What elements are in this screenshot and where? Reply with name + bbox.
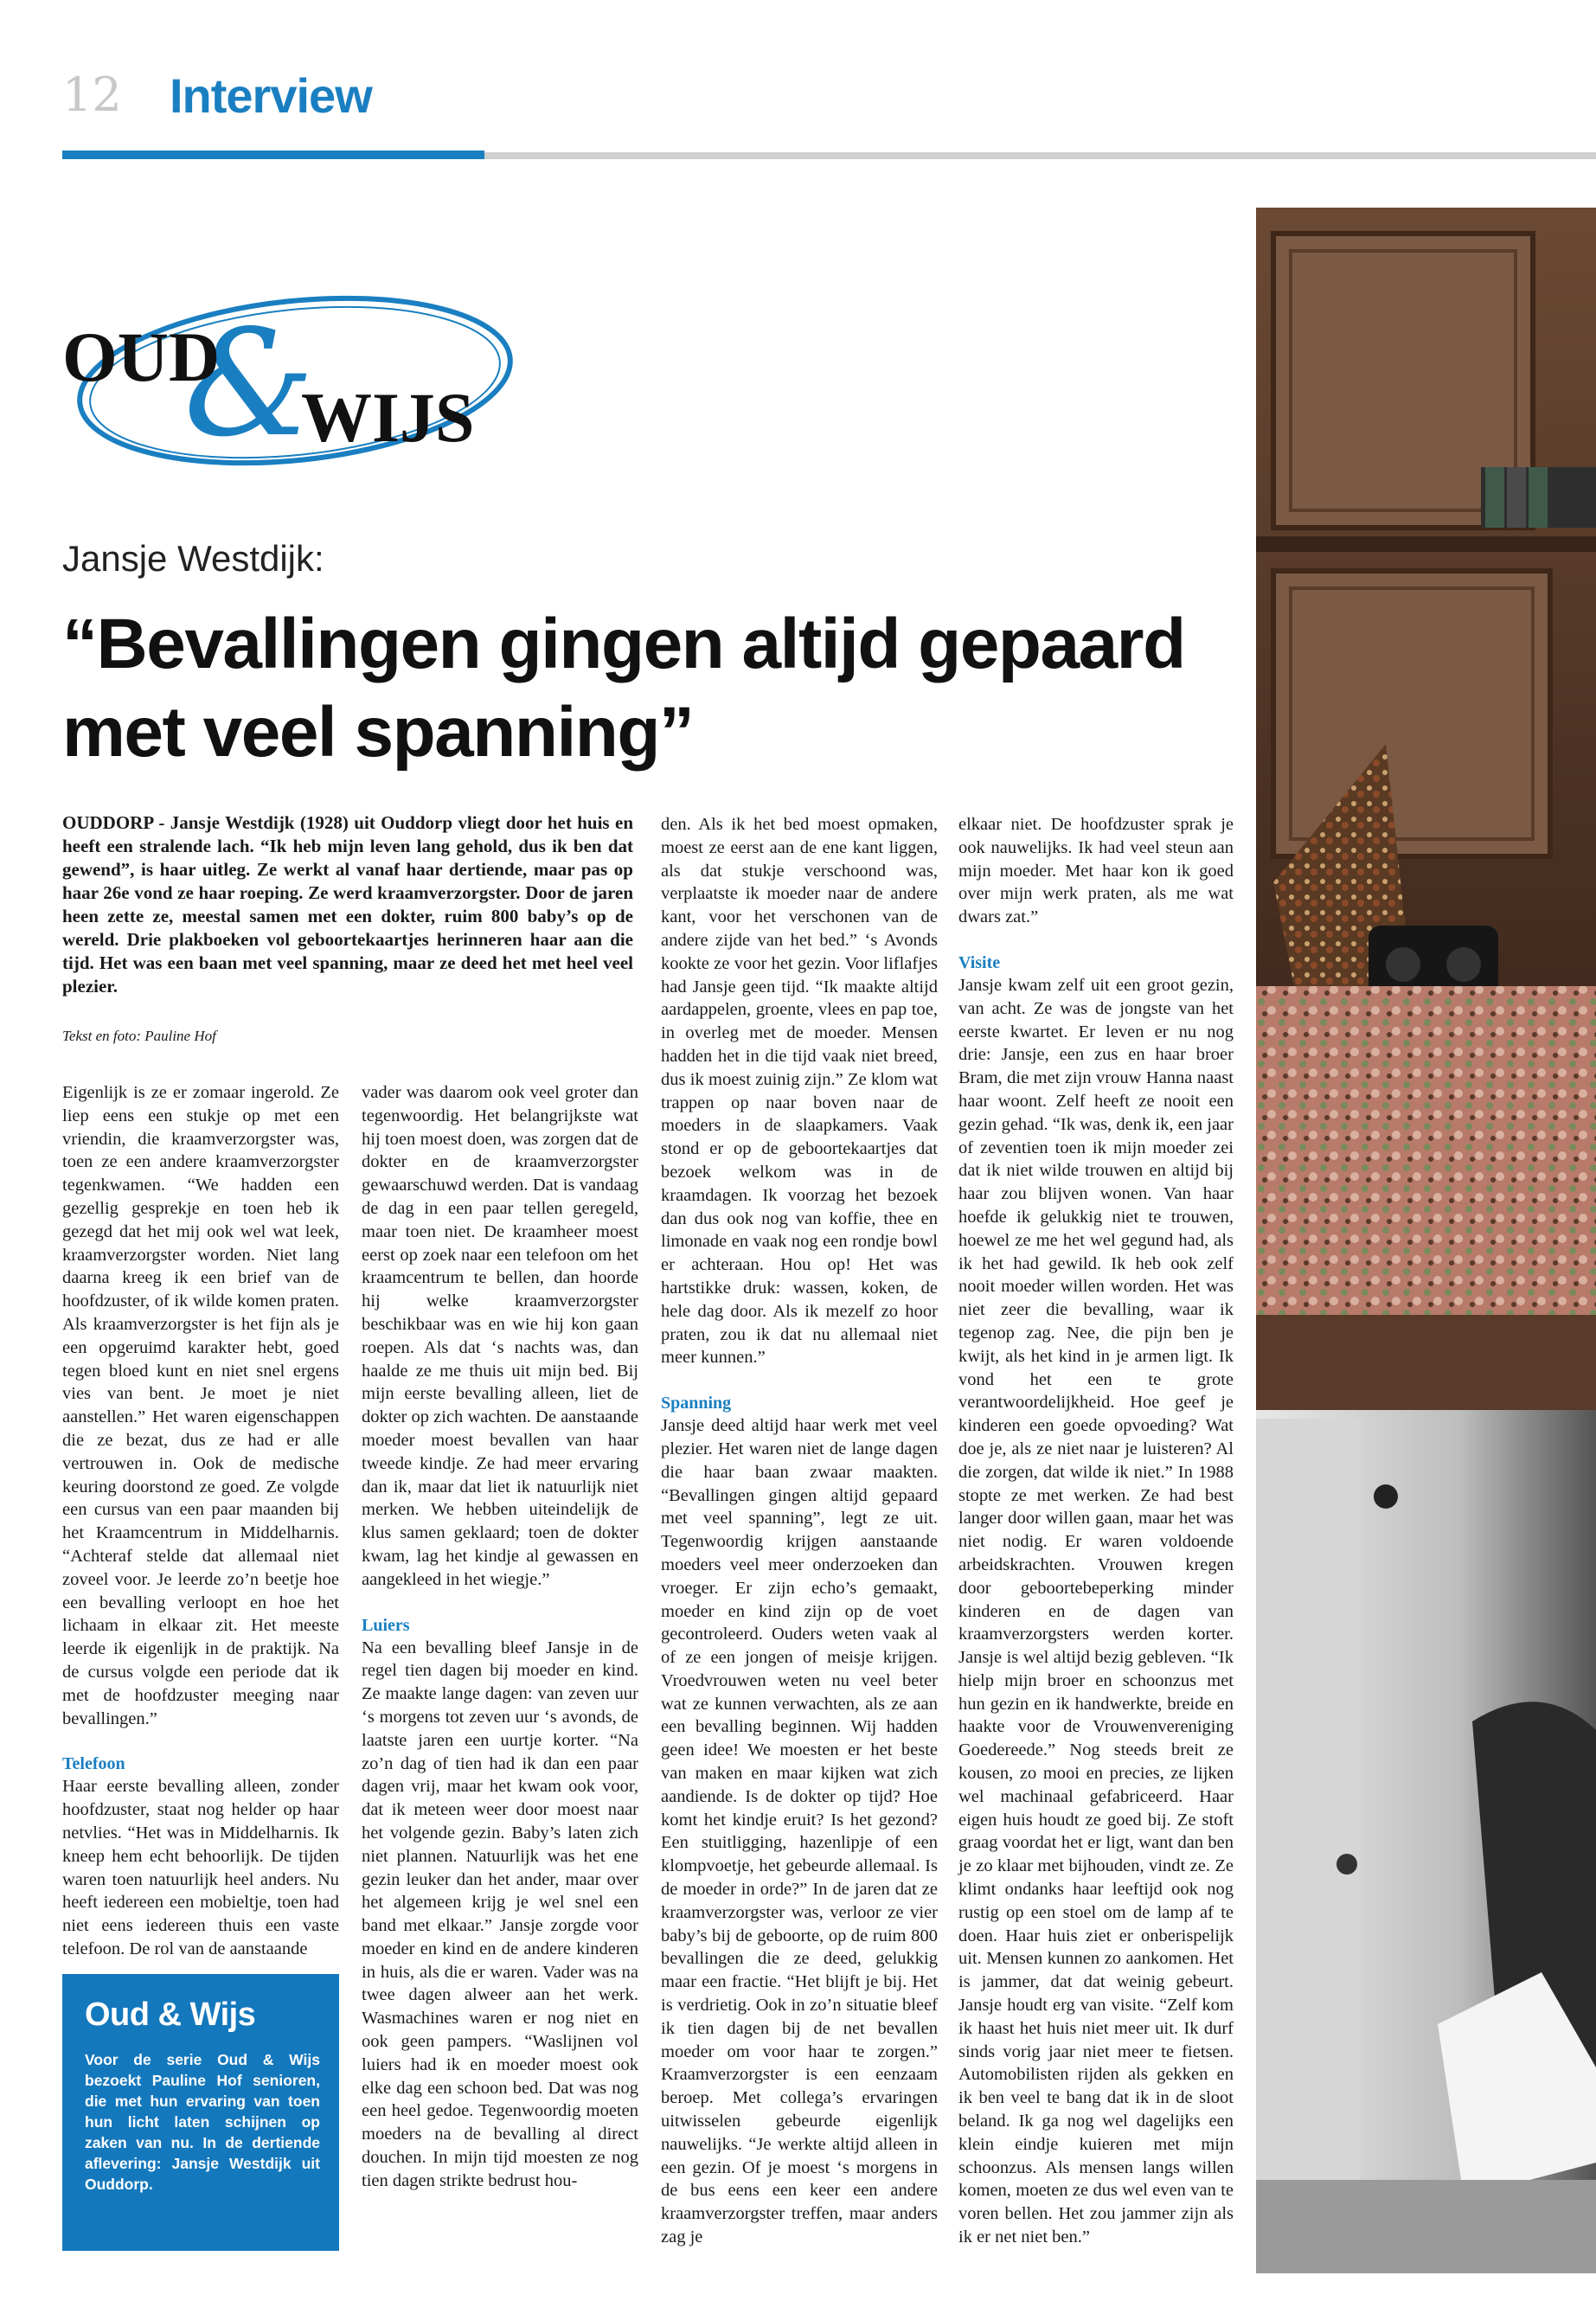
series-box-text: Voor de serie Oud & Wijs bezoekt Pauline Hof senioren, die met hun ervaring van toen hun licht laten schijnen op zaken van nu. In de dertiende aflevering: Jansje Westdijk uit Ouddorp. [85, 2051, 320, 2193]
series-info-box [62, 1974, 339, 2251]
article-credit: Tekst en foto: Pauline Hof [62, 1028, 216, 1044]
paragraph: elkaar niet. De hoofdzuster sprak je ook nauwelijks. Ik had veel steun aan mijn moeder. Met haar kon ik goed over mijn werk praten, als me wat dwars zat.” [958, 815, 1234, 927]
header-rule-accent [62, 151, 484, 159]
article-kicker: Jansje Westdijk: [62, 538, 324, 579]
article-intro: OUDDORP - Jansje Westdijk (1928) uit Ouddorp vliegt door het huis en heeft een stralende lach. “Ik heb mijn leven lang gehold, dus ik ben dat gewend”, is haar uitleg. Ze werkt al vanaf haar dertiende, maar pas op haar 26e vond ze haar roeping. Ze werd kraamverzorgster. Door de jaren heen zette ze, meestal samen met een dokter, ruim 800 baby’s op de wereld. Drie plakboeken vol geboortekaartjes herinneren haar aan die tijd. Het was een baan met veel spanning, maar ze deed het met heel veel plezier. [62, 812, 633, 997]
paragraph: Jansje deed altijd haar werk met veel plezier. Het waren niet de lange dagen die haar baan zwaar maakten. “Bevallingen gingen altijd gepaard met veel spanning”, legt ze uit. Tegenwoordig krijgen aanstaande moeders veel meer onderzoeken dan vroeger. Er zijn echo’s gemaakt, moeder en kind zijn op de voet gecontroleerd. Ouders weten vaak al of ze een jongen of meisje krijgen. Vroedvrouwen weten nu veel beter wat ze kunnen verwachten, als ze aan een bevalling beginnen. Wij hadden geen idee! We moesten er het beste van maken en maar kijken wat zich aandiende. Is de dokter op tijd? Hoe komt het kindje eruit? Is het gezond? Een stuitligging, hazenlipje of een klompvoetje, het gebeurde allemaal. Is de moeder in orde?” In de jaren dat ze kraamverzorgster was, verloor ze vier baby’s bij de geboorte, op de ruim 800 bevallingen die ze deed, gelukkig maar een fractie. “Het blijft je bij. Het is verdrietig. Ook in zo’n situatie bleef ik tien dagen bij de net bevallen moeder om voor haar te zorgen.” Kraamverzorgster is een eenzaam beroep. Met collega’s ervaringen uitwisselen gebeurde eigenlijk nauwelijks. “Je werkte altijd alleen in een gezin. Of je moest ‘s morgens in de bus eens een keer een andere kraamverzorgster treffen, maar anders zag je [661, 1416, 938, 2247]
logo-word-wijs: WIJS [301, 378, 475, 457]
subheading-spanning: Spanning [661, 1394, 732, 1413]
oud-en-wijs-logo [57, 277, 533, 476]
article-column-4 [958, 813, 1234, 2249]
article-column-3 [661, 813, 938, 2249]
header-rule [484, 152, 1596, 159]
series-box-title: Oud & Wijs [85, 1997, 256, 2033]
subheading-telefoon: Telefoon [62, 1754, 125, 1774]
paragraph: den. Als ik het bed moest opmaken, moest ze eerst aan de ene kant liggen, als dat stukje verschoond was, verplaatste ik moeder naar de andere kant, voor het verschonen van de andere zijde van het bed.” ‘s Avonds kookte ze voor het gezin. Voor liflafjes had Jansje geen tijd. “Ik maakte altijd aardappelen, groente, vlees en pap toe, in overleg met de moeder. Mensen hadden het in die tijd vaak niet breed, dus ik moest zuinig zijn.” Ze klom wat trappen op naar boven naar de moeders in de slaapkamers. Vaak stond er op de geboortekaartjes dat bezoek welkom was in de kraamdagen. Ik voorzag het bezoek dan dus ook nog van koffie, thee en limonade en vaak nog een rondje bowl er achteraan. Hou op! Het was hartstikke druk: wassen, koken, de hele dag door. Als ik mezelf zo hoor praten, zou ik dat nu allemaal niet meer kunnen.” [661, 815, 938, 1368]
photo-illustration [1256, 208, 1596, 2273]
article-column-1 [62, 1081, 339, 1961]
paragraph: Eigenlijk is ze er zomaar ingerold. Ze liep eens een stukje op met een vriendin, die kraamverzorgster was, toen ze een andere kraamverzorgster tegenkwamen. “We hadden een gezellig gesprekje en toen heb ik gezegd dat het mij ook wel wat leek, kraamverzorgster worden. Niet lang daarna kreeg ik een brief van de hoofdzuster, of ik wilde komen praten. Als kraamverzorgster is het fijn als je een opgeruimd karakter hebt, goed tegen bloed kunt en niet snel ergens vies van bent. Je moet je niet aanstellen.” Het waren eigenschappen die ze bezat, dus ze had er alle vertrouwen in. Ook de medische keuring doorstond ze goed. Ze volgde een cursus van een paar maanden bij het Kraamcentrum in Middelharnis. “Achteraf stelde dat allemaal niet zoveel voor. Je leerde zo’n beetje hoe een bevalling verloopt en hoe het lichaam in elkaar zit. Het meeste leerde ik eigenlijk in de praktijk. Na de cursus volgde een periode dat ik met de hoofdzuster meeging naar bevallingen.” [62, 1083, 339, 1728]
logo-word-oud: OUD [62, 317, 221, 396]
subheading-visite: Visite [958, 952, 1001, 972]
article-column-2 [362, 1081, 638, 2193]
paragraph: Haar eerste bevalling alleen, zonder hoofdzuster, staat nog helder op haar netvlies. “Het was in Middelharnis. Ik kneep hem echt behoorlijk. De tijden waren toen natuurlijk heel anders. Nu heeft iedereen een mobieltje, toen had niet eens iedereen thuis een vaste telefoon. De rol van de aanstaande [62, 1777, 339, 1958]
subheading-luiers: Luiers [362, 1615, 410, 1635]
article-headline: “Bevallingen gingen altijd gepaard met veel spanning” [62, 605, 1185, 772]
article-photo [1256, 208, 1596, 2273]
paragraph: vader was daarom ook veel groter dan tegenwoordig. Het belangrijkste wat hij toen moest doen, was zorgen dat de dokter en de kraamverzorgster gewaarschuwd werden. Dat is vandaag de dag in een paar tellen geregeld, maar toen niet. De kraamheer moest eerst op zoek naar een telefoon om het kraamcentrum te bellen, dan hoorde hij welke kraamverzorgster beschikbaar was en wie hij kon gaan roepen. Als dat ‘s nachts was, dan haalde ze me thuis uit mijn bed. Bij mijn eerste bevalling alleen, liet de dokter op zich wachten. De aanstaande moeder moest bevallen van haar tweede kindje. Ze had meer ervaring dan ik, maar dat liet ik natuurlijk niet merken. We hebben uiteindelijk de klus samen geklaard; toen de dokter kwam, lag het kindje al gewassen en aangekleed in het wiegje.” [362, 1083, 638, 1589]
page-number: 12 [62, 67, 122, 122]
section-title: Interview [170, 68, 372, 123]
paragraph: Na een bevalling bleef Jansje in de regel tien dagen bij moeder en kind. Ze maakte lange dagen: van zeven uur ‘s morgens tot zeven uur ‘s avonds, de laatste jaren een uurtje korter. “Na zo’n dag of tien had ik dan een paar dagen vrij, maar het kwam ook voor, dat ik meteen weer door moest naar het volgende gezin. Baby’s laten zich niet plannen. Natuurlijk was het ene gezin leuker dan het ander, maar over het algemeen krijg je wel snel een band met elkaar.” Jansje zorgde voor moeder en kind en de andere kinderen in huis, als die er waren. Vader was na twee dagen alweer aan het werk. Wasmachines waren er nog niet en ook geen pampers. “Waslijnen vol luiers had ik en moeder moest ook elke dag een schoon bed. Dat was nog een heel gedoe. Tegenwoordig moeten moeders na de bevalling al direct douchen. In mijn tijd moesten ze nog tien dagen strikte bedrust hou- [362, 1638, 638, 2190]
paragraph: Jansje kwam zelf uit een groot gezin, van acht. Ze was de jongste van het eerste kwartet. Er leven er nu nog drie: Jansje, een zus en haar broer Bram, die met zijn vrouw Hanna naast haar woont. Zelf heeft ze nooit een gezin gehad. “Ik was, denk ik, een jaar of zeventien toen ik mijn moeder zei dat ik niet wilde trouwen en altijd bij haar zou blijven wonen. Van haar hoefde ik gelukkig niet te trouwen, hoewel ze me het wel gegund had, als ik het had gewild. Ik heb ook zelf nooit moeder willen worden. Het was niet zeer die bevalling, waar ik tegenop zag. Nee, die pijn ben je kwijt, als het kind in je armen ligt. Ik vond het een te grote verantwoordelijkheid. Hoe geef je kinderen een goede opvoeding? Wat doe je, als ze niet naar je luisteren? Al die zorgen, dat wilde ik niet.” In 1988 stopte ze met werken. Ze had best langer door willen gaan, maar het was niet nodig. Er waren voldoende arbeidskrachten. Vrouwen kregen door geboortebeperking minder kinderen en de dagen van kraamverzorgsters werden korter. Jansje is wel altijd bezig gebleven. “Ik hielp mijn broer en schoonzus met hun gezin en ik handwerkte, breide en haakte voor de Vrouwenvereniging Goedereede.” Nog steeds breit ze kousen, zo mooi en precies, ze lijken wel machinaal gefabriceerd. Haar eigen huis houdt ze goed bij. Ze stoft graag voordat het er ligt, want dan ben je zo klaar met bijhouden, vindt ze. Ze klimt ondanks haar leeftijd ook nog rustig op een stoel om de lamp af te doen. Haar huis ziet er onberispelijk uit. Mensen kunnen zo aankomen. Het is jammer, dat dat weinig gebeurt. Jansje houdt erg van visite. “Zelf kom ik haast het huis niet meer uit. Ik durf sinds vorig jaar niet meer te fietsen. Automobilisten rijden als gekken en ik ben veel te bang dat ik in de sloot beland. Ik ga nog wel dagelijks een klein eindje kuieren met mijn schoonzus. Als mensen langs willen komen, moeten ze dus wel even van te voren bellen. Het zou jammer zijn als ik er net niet ben.” [958, 975, 1234, 2247]
svg-text:&: & [183, 298, 315, 470]
